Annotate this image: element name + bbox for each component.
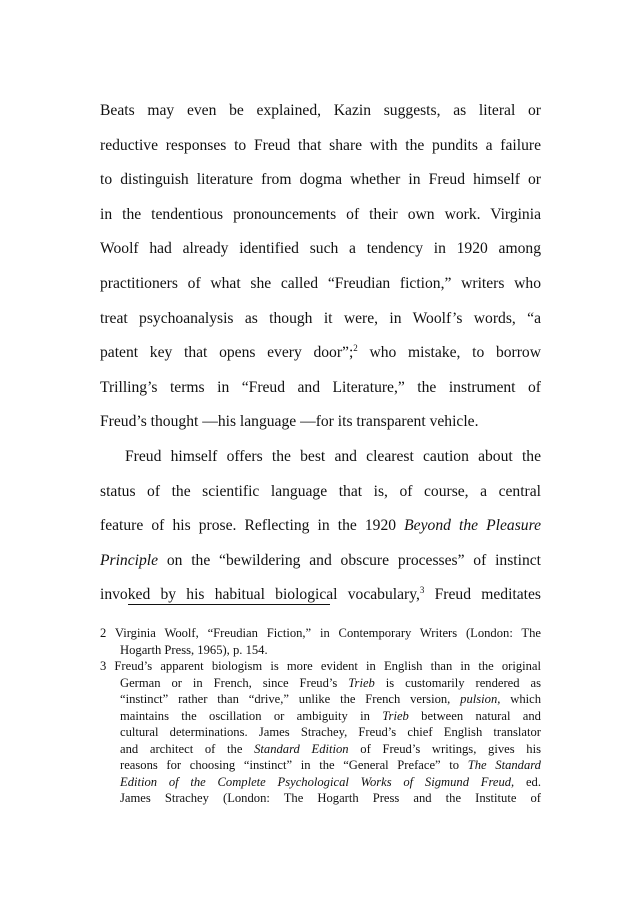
footnote-fragment: “instinct” rather than “drive,” unlike the French version,	[120, 692, 461, 706]
footnote-term: Trieb	[382, 708, 409, 723]
body-text-fragment: who mistake, to borrow	[357, 344, 541, 362]
body-line: Freud’s thought —his language —for its transparent vehicle.	[100, 413, 479, 431]
body-line: Woolf had already identified such a tendency in 1920 among	[100, 240, 541, 258]
book-title: Principle	[100, 551, 159, 569]
footnote-line: James Strachey (London: The Hogarth Press and the Institute of	[120, 791, 541, 805]
footnote-fragment: is customarily rendered as	[374, 675, 541, 690]
body-text-fragment: patent key that opens every door”;	[100, 344, 354, 362]
footnote-reference: 2	[353, 343, 358, 354]
body-text	[100, 94, 541, 613]
footnote-line: 2 Virginia Woolf, “Freudian Fiction,” in Contemporary Writers (London: The	[100, 626, 541, 640]
body-line: in the tendentious pronouncements of their own work. Virginia	[100, 205, 541, 223]
body-text-fragment: Freud meditates	[424, 586, 541, 604]
body-text-fragment: on the “bewildering and obscure processes” of instinct	[158, 551, 541, 569]
footnote-fragment: reasons for choosing “instinct” in the “General Preface” to	[120, 758, 468, 772]
footnote-line: Hogarth Press, 1965), p. 154.	[120, 642, 268, 657]
footnote-line	[100, 691, 541, 708]
footnote-line	[100, 708, 541, 725]
footnote-3	[100, 658, 541, 807]
footnote-title: The Standard	[467, 758, 541, 772]
footnote-fragment: maintains the oscillation or ambiguity in	[120, 708, 383, 723]
body-line	[100, 544, 541, 579]
footnote-2	[100, 625, 541, 658]
footnote-title: Edition of the Complete Psychological Works of Sigmund Freud,	[120, 774, 515, 789]
footnote-fragment: of Freud’s writings, gives his	[348, 741, 541, 756]
footnote-title: Standard Edition	[254, 741, 349, 756]
footnote-fragment: and architect of the	[120, 741, 255, 756]
footnote-separator	[128, 604, 330, 605]
body-line	[100, 509, 541, 544]
footnote-line	[100, 774, 541, 791]
footnote-term: Trieb	[348, 675, 375, 690]
footnote-fragment: , which	[497, 692, 541, 706]
footnote-line	[100, 757, 541, 774]
footnotes	[100, 625, 541, 807]
body-line: Freud himself offers the best and clearest caution about the	[125, 447, 541, 465]
body-line: status of the scientific language that is, of course, a central	[100, 482, 541, 500]
footnote-fragment: German or in French, since Freud’s	[120, 675, 349, 690]
footnote-line: cultural determinations. James Strachey, Freud’s chief English translator	[120, 725, 541, 739]
footnote-term: pulsion	[460, 692, 498, 706]
body-line: reductive responses to Freud that share with the pundits a failure	[100, 136, 541, 154]
body-text-fragment: feature of his prose. Reflecting in the 1920	[100, 517, 405, 535]
footnote-reference: 3	[419, 585, 425, 596]
footnote-fragment: ed.	[514, 774, 542, 789]
body-line: Beats may even be explained, Kazin suggests, as literal or	[100, 102, 541, 119]
body-line: Trilling’s terms in “Freud and Literature,” the instrument of	[100, 378, 541, 396]
footnote-fragment: between natural and	[408, 708, 541, 723]
footnote-line	[100, 675, 541, 692]
footnote-line	[100, 741, 541, 758]
body-text-fragment: invoked by his habitual biological vocabulary,	[100, 586, 420, 604]
body-line: practitioners of what she called “Freudian fiction,” writers who	[100, 274, 541, 292]
body-line	[100, 336, 541, 371]
footnote-line: 3 Freud’s apparent biologism is more evident in English than in the original	[100, 659, 541, 673]
body-line: to distinguish literature from dogma whether in Freud himself or	[100, 171, 541, 189]
body-line: treat psychoanalysis as though it were, in Woolf’s words, “a	[100, 309, 541, 327]
book-title: Beyond the Pleasure	[404, 517, 541, 535]
body-line	[100, 578, 541, 613]
